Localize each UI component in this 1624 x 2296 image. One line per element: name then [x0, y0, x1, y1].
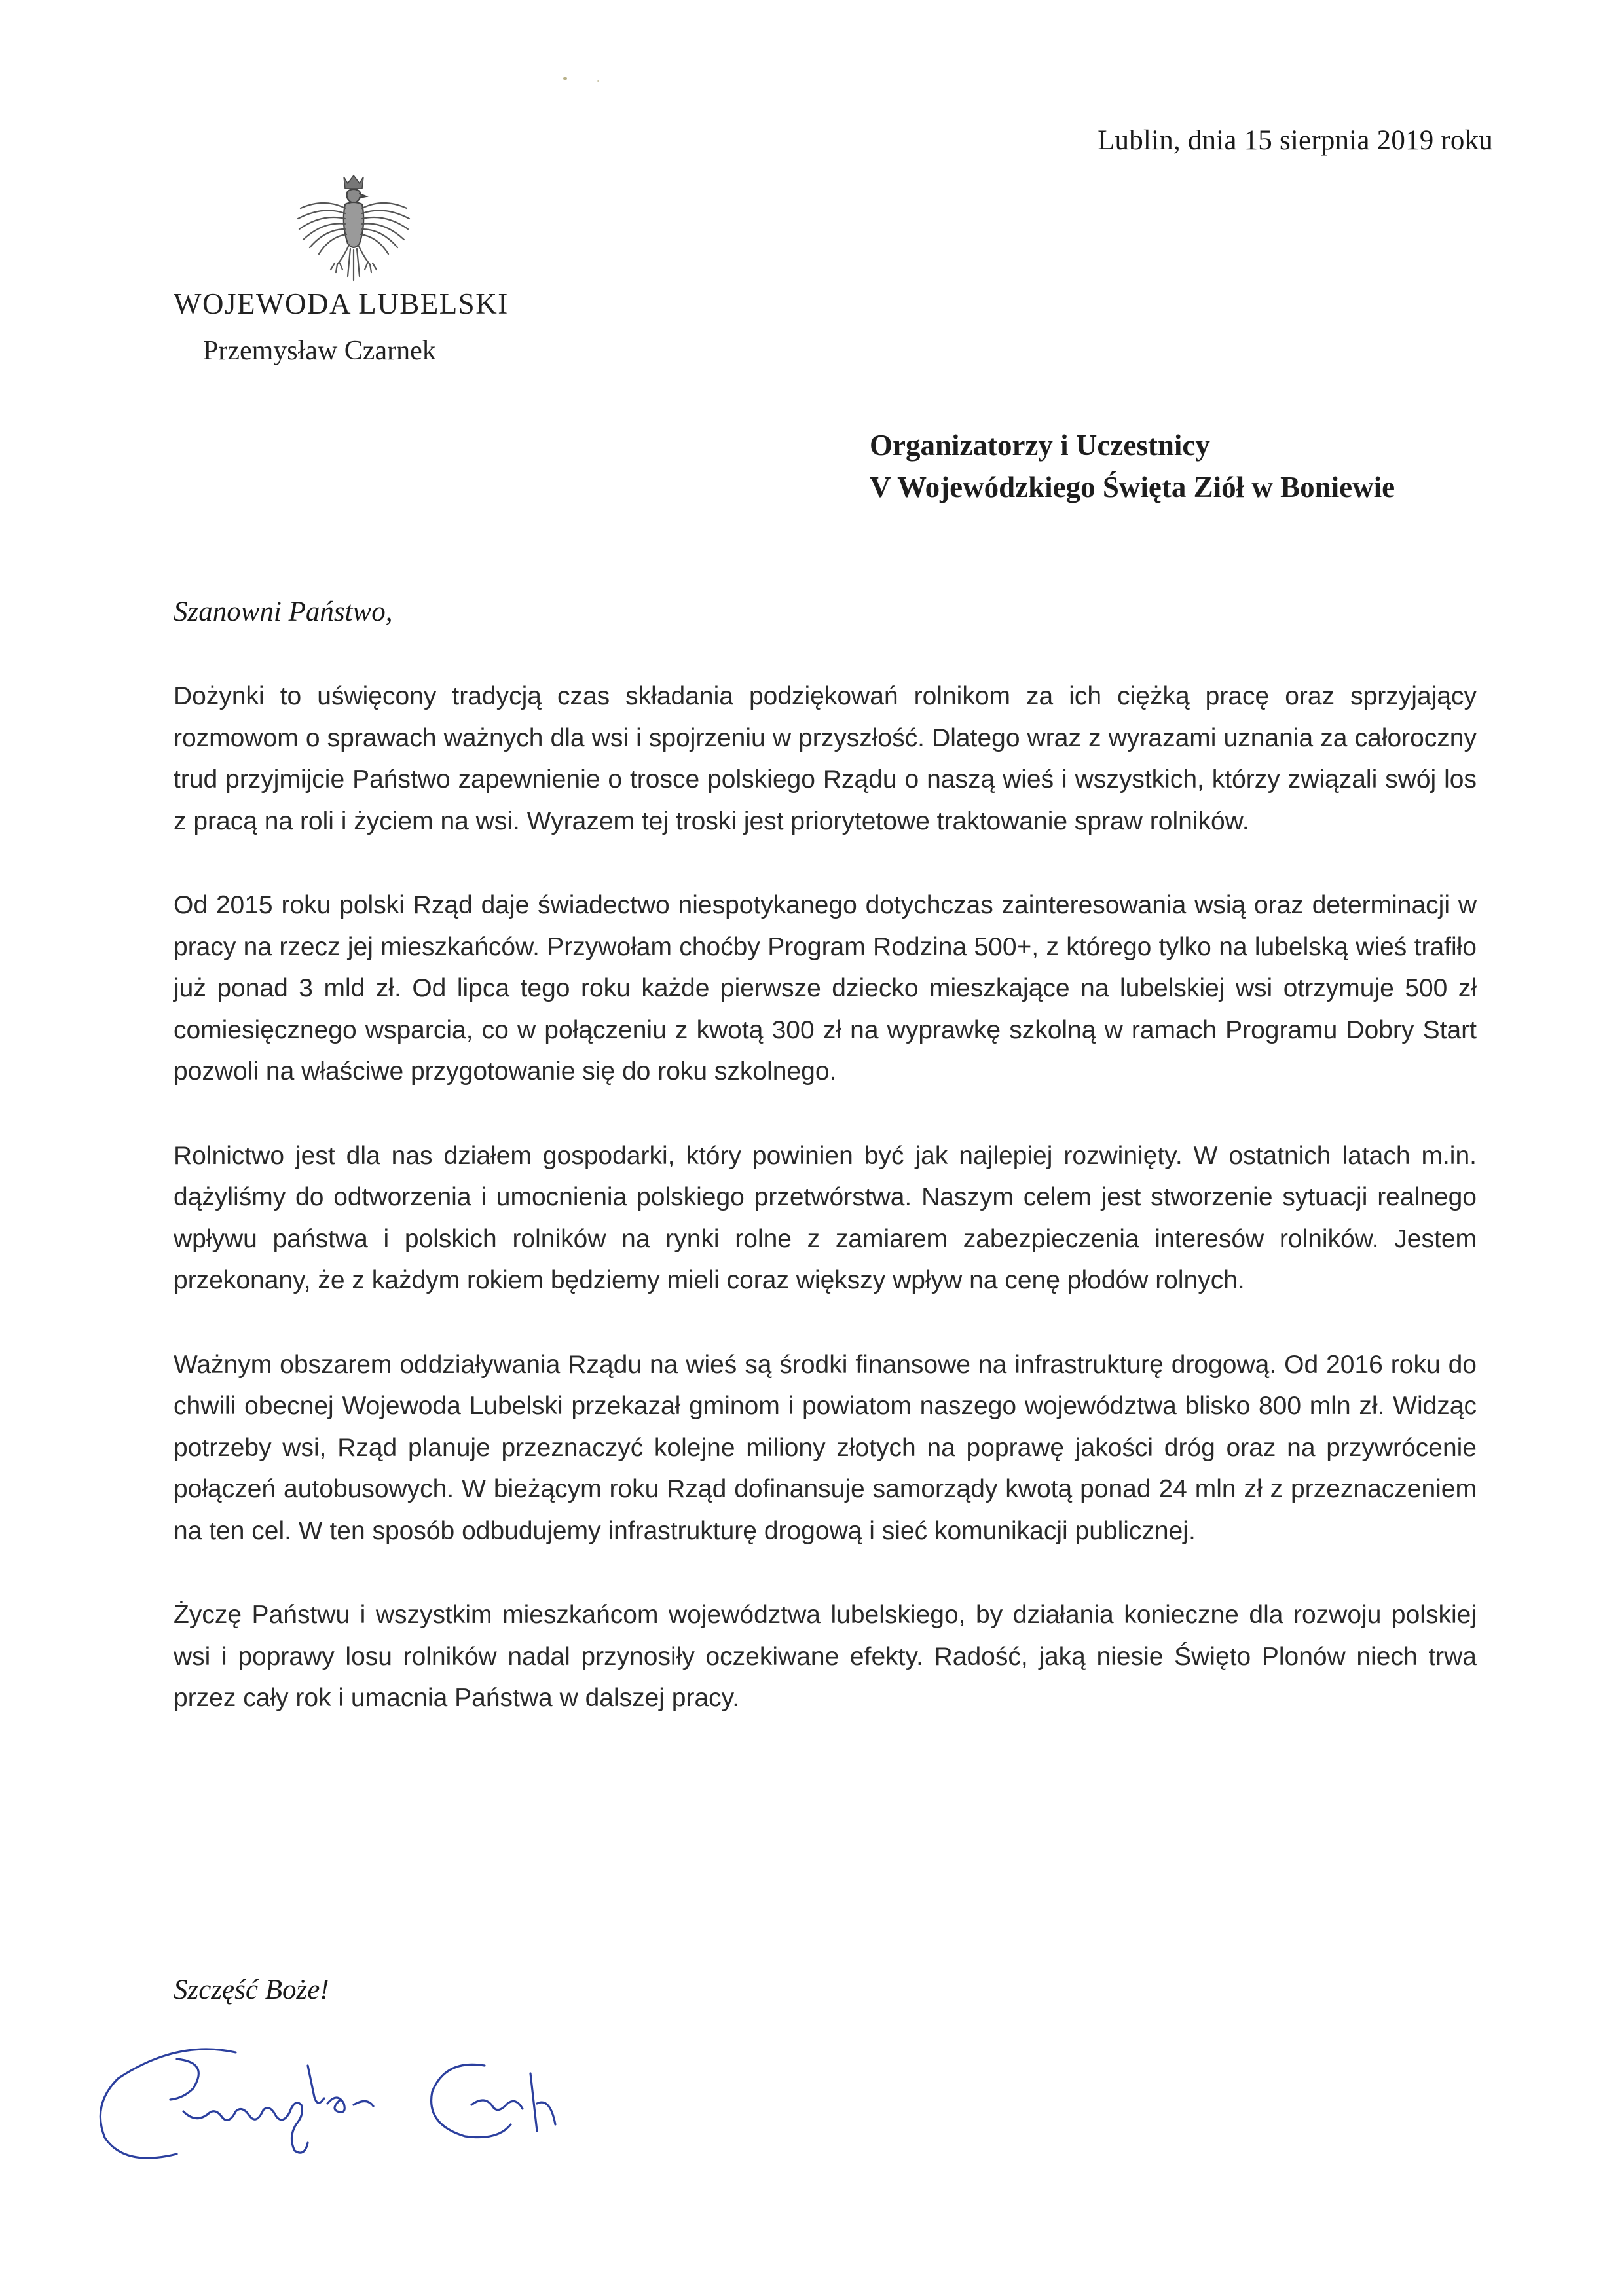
scan-speck — [597, 80, 599, 82]
body-paragraph: Ważnym obszarem oddziaływania Rządu na wieś są środki finansowe na infrastrukturę drogową. Od 2016 roku do chwili obecnej Wojewoda Lubelski przekazał gminom i powiatom naszego województwa blisko 800 mln zł. Widząc potrzeby wsi, Rząd planuje przeznaczyć kolejne miliony złotych na poprawę jakości dróg oraz na przywrócenie połączeń autobusowych. W bieżącym roku Rząd dofinansuje samorządy kwotą ponad 24 mln zł z przeznaczeniem na ten cel. W ten sposób odbudujemy infrastrukturę drogową i sieć komunikacji publicznej. — [174, 1350, 1477, 1545]
polish-eagle-emblem-icon — [291, 172, 416, 289]
date-line: Lublin, dnia 15 sierpnia 2019 roku — [1098, 125, 1493, 156]
salutation: Szanowni Państwo, — [174, 596, 393, 627]
handwritten-signature-icon — [79, 2026, 576, 2196]
body-paragraph: Dożynki to uświęcony tradycją czas składania podziękowań rolnikom za ich ciężką pracę oraz sprzyjający rozmowom o sprawach ważnych dla wsi i spojrzeniu w przyszłość. Dlatego wraz z wyrazami uznania za całoroczny trud przyjmijcie Państwo zapewnienie o trosce polskiego Rządu o naszą wieś i wszystkich, którzy związali swój los z pracą na roli i życiem na wsi. Wyrazem tej troski jest priorytetowe traktowanie spraw rolników. — [174, 682, 1477, 835]
office-holder-name: Przemysław Czarnek — [203, 336, 436, 366]
body-paragraph: Rolnictwo jest dla nas działem gospodarki, który powinien być jak najlepiej rozwinięty. W ostatnich latach m.in. dążyliśmy do odtworzenia i umocnienia polskiego przetwórstwa. Naszym celem jest stworzenie sytuacji realnego wpływu państwa i polskich rolników na rynki rolne z zamiarem zabezpieczenia interesów rolników. Jestem przekonany, że z każdym rokiem będziemy mieli coraz większy wpływ na cenę płodów rolnych. — [174, 1141, 1477, 1294]
recipient-line-2: V Wojewódzkiego Święta Ziół w Boniewie — [870, 471, 1395, 503]
recipient-block — [870, 424, 1395, 508]
office-title: WOJEWODA LUBELSKI — [174, 287, 509, 320]
recipient-line-1: Organizatorzy i Uczestnicy — [870, 429, 1210, 462]
body-paragraph: Życzę Państwu i wszystkim mieszkańcom województwa lubelskiego, by działania konieczne dla rozwoju polskiej wsi i poprawy losu rolników nadal przynosiły oczekiwane efekty. Radość, jaką niesie Święto Plonów niech trwa przez cały rok i umacnia Państwa w dalszej pracy. — [174, 1601, 1477, 1712]
closing-line: Szczęść Boże! — [174, 1975, 329, 2005]
scan-speck — [563, 77, 567, 80]
body-paragraph: Od 2015 roku polski Rząd daje świadectwo niespotykanego dotychczas zainteresowania wsią oraz determinacji w pracy na rzecz jej mieszkańców. Przywołam choćby Program Rodzina 500+, z którego tylko na lubelską wieś trafiło już ponad 3 mld zł. Od lipca tego roku każde pierwsze dziecko mieszkające na lubelskiej wsi otrzymuje 500 zł comiesięcznego wsparcia, co w połączeniu z kwotą 300 zł na wyprawkę szkolną w ramach Programu Dobry Start pozwoli na właściwe przygotowanie się do roku szkolnego. — [174, 891, 1477, 1085]
letter-body — [174, 676, 1477, 1762]
